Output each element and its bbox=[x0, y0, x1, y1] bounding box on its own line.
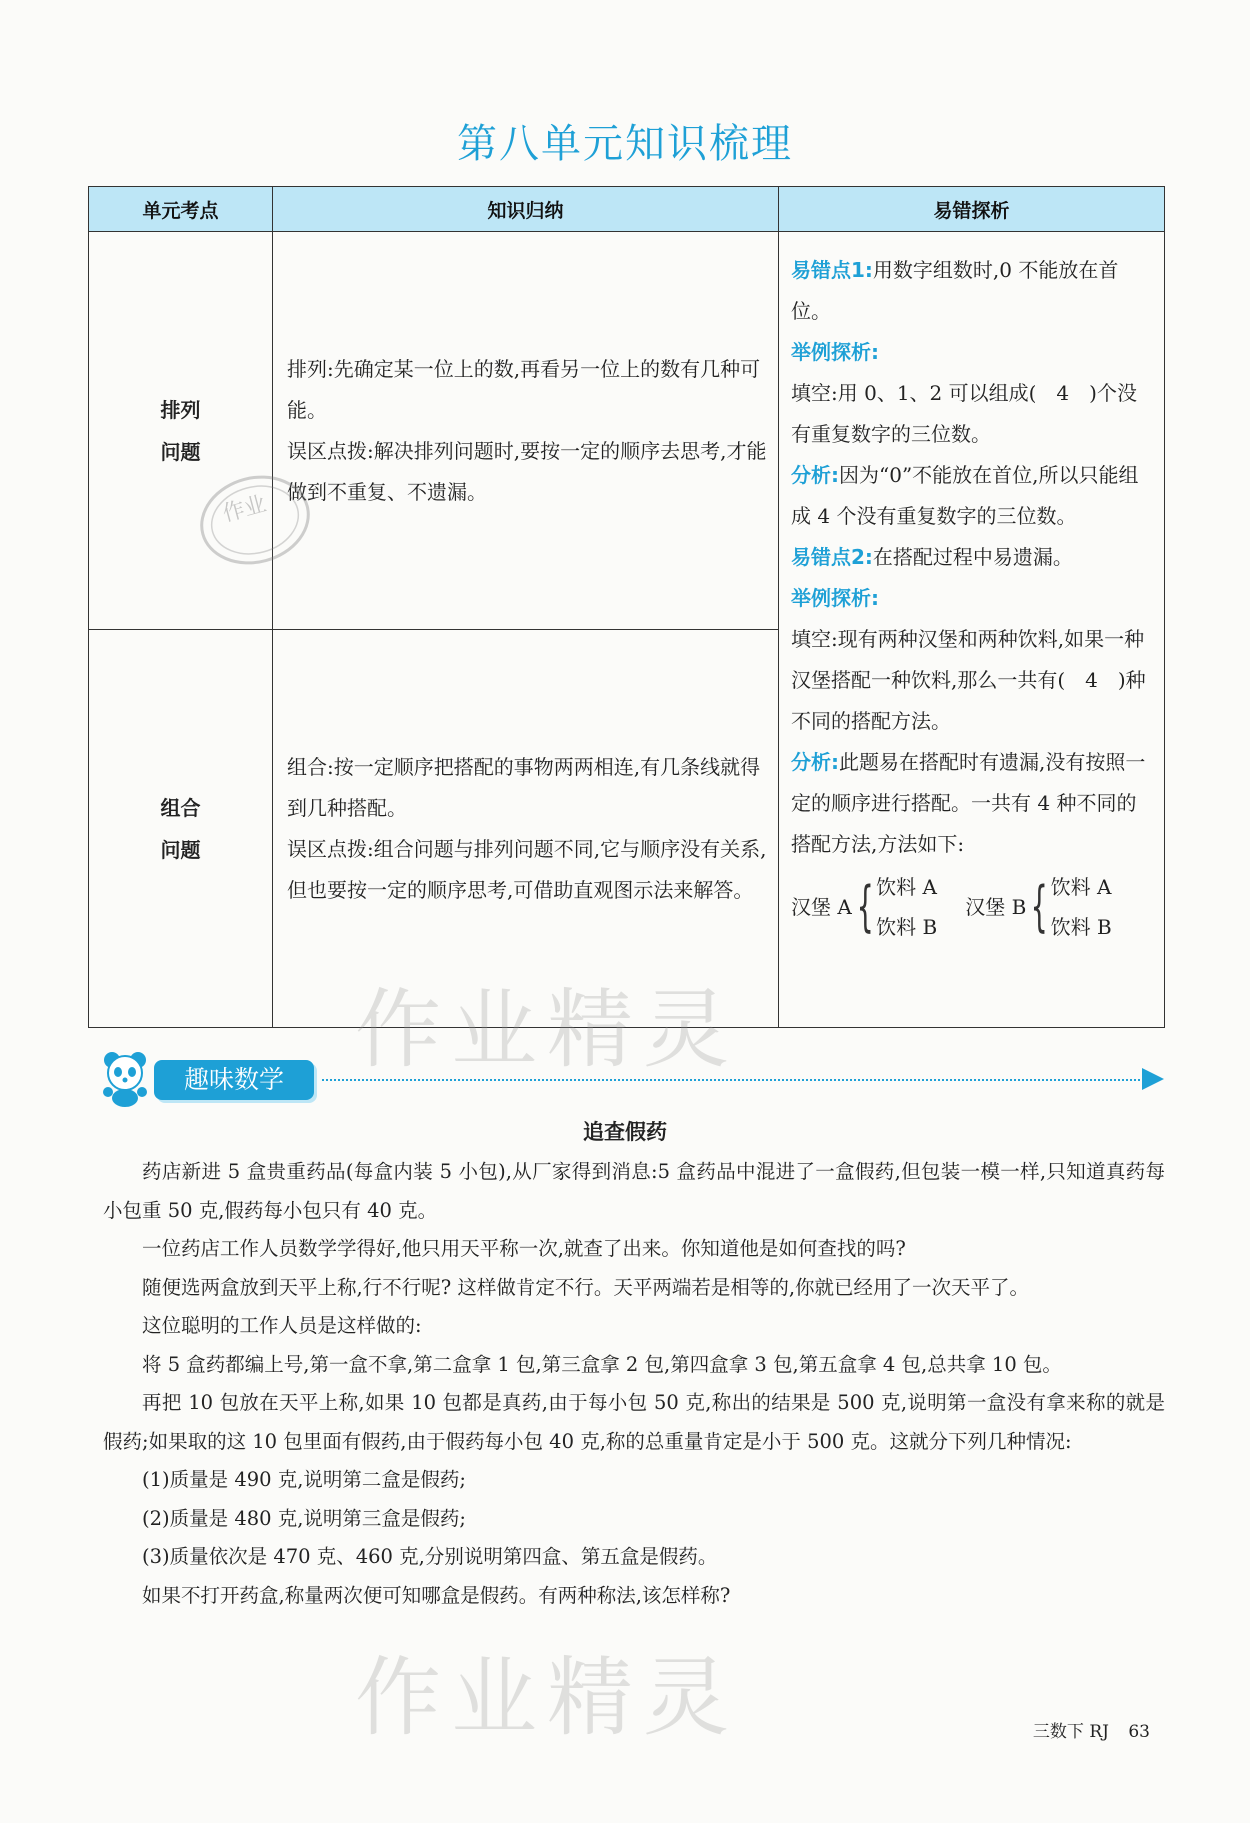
knowledge-text: 组合:按一定顺序把搭配的事物两两相连,有几条线就得到几种搭配。 bbox=[287, 754, 761, 820]
knowledge-text: 排列:先确定某一位上的数,再看另一位上的数有几种可能。 bbox=[287, 356, 761, 422]
analysis-text: 此题易在搭配时有遗漏,没有按照一定的顺序进行搭配。一共有 4 种不同的搭配方法,方法如下: bbox=[791, 750, 1146, 856]
story-paragraph: 一位药店工作人员数学学得好,他只用天平称一次,就查了出来。你知道他是如何查找的吗? bbox=[142, 1237, 906, 1260]
topic-label: 问题 bbox=[160, 439, 201, 464]
knowledge-text: 误区点拨:组合问题与排列问题不同,它与顺序没有关系,但也要按一定的顺序思考,可借助直观图示法来解答。 bbox=[287, 836, 767, 902]
watermark: 作业精灵 bbox=[355, 980, 739, 1080]
drink-label: 饮料 A bbox=[1050, 875, 1112, 899]
analysis-label: 分析: bbox=[791, 750, 839, 774]
book-label: 三数下 RJ bbox=[1032, 1722, 1109, 1742]
topic-label: 问题 bbox=[160, 837, 201, 862]
pitfall-cell bbox=[779, 232, 1165, 1028]
analysis-2 bbox=[791, 742, 1154, 865]
fun-math-badge: 趣味数学 bbox=[154, 1060, 314, 1100]
table-header-row bbox=[89, 187, 1165, 232]
story-case: (2)质量是 480 克,说明第三盒是假药; bbox=[142, 1506, 467, 1530]
burger-group bbox=[791, 867, 937, 947]
knowledge-cell bbox=[273, 232, 779, 630]
header-pitfalls: 易错探析 bbox=[779, 187, 1165, 232]
page-title: 第八单元知识梳理 bbox=[457, 121, 793, 167]
dotted-divider bbox=[322, 1079, 1144, 1081]
analysis-label: 分析: bbox=[791, 463, 839, 487]
drink-label: 饮料 A bbox=[876, 875, 937, 899]
pitfall-text: 在搭配过程中易遗漏。 bbox=[872, 545, 1073, 569]
pitfall-label: 易错点2: bbox=[791, 545, 873, 569]
example-label-row bbox=[791, 332, 1154, 373]
header-unit-topic: 单元考点 bbox=[89, 187, 273, 232]
story-question: 如果不打开药盒,称量两次便可知哪盒是假药。有两种称法,该怎样称? bbox=[142, 1583, 731, 1607]
burger-label: 汉堡 A bbox=[791, 894, 852, 919]
pitfall-1 bbox=[791, 250, 1154, 332]
brace-icon: { bbox=[1030, 875, 1049, 938]
example-label: 举例探析: bbox=[791, 340, 879, 364]
arrow-right-icon bbox=[1142, 1068, 1164, 1090]
story-paragraph: 再把 10 包放在天平上称,如果 10 包都是真药,由于每小包 50 克,称出的结果是 500 克,说明第一盒没有拿来称的就是假药;如果取的这 10 包里面有假药,由于假药每小包 40 克,称的总重量肯定是小于 500 克。这就分下列几种情况: bbox=[103, 1391, 1165, 1453]
story-case: (3)质量依次是 470 克、460 克,分别说明第四盒、第五盒是假药。 bbox=[142, 1545, 718, 1568]
knowledge-text: 误区点拨:解决排列问题时,要按一定的顺序去思考,才能做到不重复、不遗漏。 bbox=[287, 438, 767, 504]
topic-label: 排列 bbox=[160, 397, 201, 422]
stamp-watermark bbox=[196, 470, 314, 574]
example-label: 举例探析: bbox=[791, 586, 879, 610]
brace-icon: { bbox=[856, 875, 874, 938]
topic-label: 组合 bbox=[160, 795, 201, 820]
pitfall-label: 易错点1: bbox=[791, 258, 873, 282]
story-body bbox=[103, 1153, 1165, 1615]
fun-math-header bbox=[96, 1048, 1166, 1108]
burger-label: 汉堡 B bbox=[965, 894, 1027, 919]
drink-label: 饮料 B bbox=[876, 915, 938, 939]
pitfall-2 bbox=[791, 537, 1154, 578]
burger-group bbox=[965, 867, 1111, 947]
drink-label: 饮料 B bbox=[1050, 915, 1112, 939]
drink-list bbox=[1051, 867, 1112, 947]
page-footer bbox=[1019, 1717, 1150, 1742]
knowledge-table bbox=[88, 186, 1165, 1028]
story-case: (1)质量是 490 克,说明第二盒是假药; bbox=[142, 1468, 467, 1491]
pairing-diagram bbox=[791, 867, 1154, 947]
panda-mascot-icon bbox=[96, 1048, 154, 1108]
example-text: 填空:现有两种汉堡和两种饮料,如果一种汉堡搭配一种饮料,那么一共有( 4 )种不同的搭配方法。 bbox=[791, 627, 1146, 733]
story-title: 追查假药 bbox=[583, 1120, 667, 1144]
page-number: 63 bbox=[1128, 1722, 1150, 1742]
example-text: 填空:用 0、1、2 可以组成( 4 )个没有重复数字的三位数。 bbox=[791, 381, 1137, 446]
story-paragraph: 随便选两盒放到天平上称,行不行呢? 这样做肯定不行。天平两端若是相等的,你就已经用了一次天平了。 bbox=[142, 1275, 1030, 1299]
analysis-1 bbox=[791, 455, 1154, 537]
story-paragraph: 这位聪明的工作人员是这样做的: bbox=[142, 1314, 422, 1337]
story-paragraph: 药店新进 5 盒贵重药品(每盒内装 5 小包),从厂家得到消息:5 盒药品中混进了一盒假药,但包装一模一样,只知道真药每小包重 50 克,假药每小包只有 40 克。 bbox=[103, 1160, 1165, 1222]
pitfall-text: 用数字组数时,0 不能放在首位。 bbox=[791, 258, 1119, 323]
drink-list bbox=[876, 867, 937, 947]
story-paragraph: 将 5 盒药都编上号,第一盒不拿,第二盒拿 1 包,第三盒拿 2 包,第四盒拿 3 包,第五盒拿 4 包,总共拿 10 包。 bbox=[142, 1352, 1062, 1376]
stamp-text: 作业 bbox=[220, 491, 270, 528]
example-label-row bbox=[791, 578, 1154, 619]
analysis-text: 因为“0”不能放在首位,所以只能组成 4 个没有重复数字的三位数。 bbox=[791, 463, 1139, 528]
topic-cell bbox=[89, 630, 273, 1028]
header-knowledge: 知识归纳 bbox=[273, 187, 779, 232]
watermark: 作业精灵 bbox=[355, 1648, 739, 1748]
